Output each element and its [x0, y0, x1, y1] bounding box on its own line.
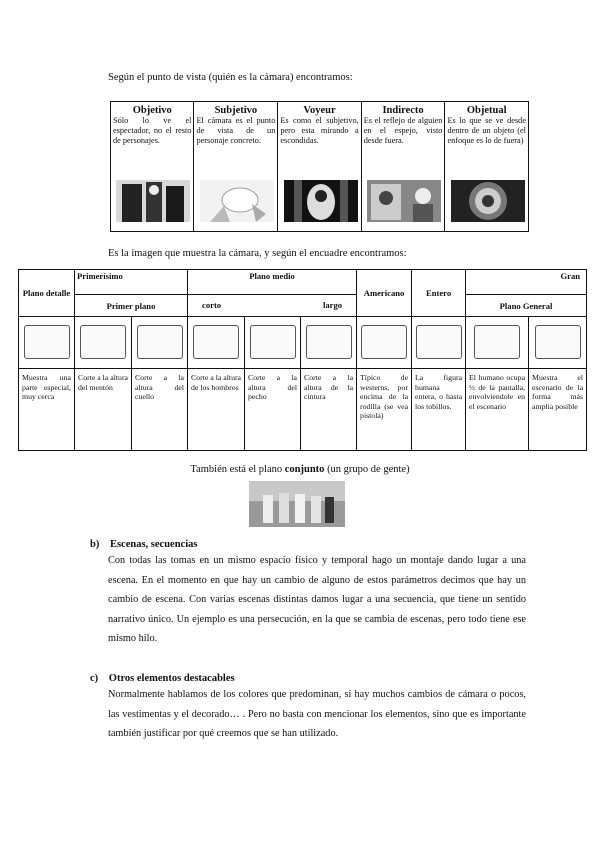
intro-pov: Según el punto de vista (quién es la cámara) encontramos:: [108, 72, 353, 83]
conjunto-before: También está el plano: [190, 464, 285, 475]
subjetivo-photo: [200, 180, 274, 222]
shots-table: [18, 269, 587, 451]
section-b-heading: [90, 539, 197, 550]
desc-cell: La figura humana entera, o hasta los tobillos.: [412, 369, 466, 451]
section-c-heading: [90, 673, 235, 684]
desc-cell: El humano ocupa ⅓ de la pantalla, envolviendole en el escenario: [466, 369, 529, 451]
desc-cell: Corte a la altura de los hombros: [188, 369, 245, 451]
shoulders-sketch-icon: [193, 325, 239, 359]
conjunto-photo: [249, 481, 345, 527]
header-plano-general: Plano General: [466, 295, 587, 317]
face-closeup-sketch-icon: [80, 325, 126, 359]
indirecto-photo: [367, 180, 441, 222]
tiny-figure-sketch-icon: [535, 325, 581, 359]
desc-cell: Corte a la altura del pecho: [245, 369, 301, 451]
section-b-marker: b): [90, 539, 100, 550]
pov-desc: Sólo lo ve el espectador, no el resto de personajes.: [113, 116, 192, 146]
desc-cell: Corte a la altura del mentón: [75, 369, 132, 451]
header-gran: Gran: [466, 270, 587, 295]
section-c-title: Otros elementos destacables: [108, 673, 235, 684]
pov-desc: Es lo que se ve desde dentro de un objeto (el enfoque es lo de fuera): [447, 116, 526, 146]
hand-sketch-icon: [24, 325, 70, 359]
pov-title: Subjetivo: [214, 105, 258, 116]
header-largo: largo: [322, 300, 343, 310]
voyeur-photo: [284, 180, 358, 222]
header-primer-plano: Primer plano: [75, 295, 188, 317]
sketch-primerisimo: [75, 317, 132, 369]
sketch-detalle: [19, 317, 75, 369]
section-b-title: Escenas, secuencias: [109, 539, 198, 550]
intro-encuadre: Es la imagen que muestra la cámara, y según el encuadre encontramos:: [108, 248, 407, 259]
conjunto-after: (un grupo de gente): [324, 464, 410, 475]
full-body-sketch-icon: [416, 325, 462, 359]
pov-desc: Es como el subjetivo, pero esta mirando a escondidas.: [280, 116, 359, 146]
section-c-text: Normalmente hablamos de los colores que predominan, si hay muchos cambios de cámara o pocos, las vestimentas y el decorado… . Pero no basta con mencionar los elementos, sino que es importante también justificar por qué creemos que se han utilizado.: [108, 689, 526, 739]
section-c-marker: c): [90, 673, 99, 684]
head-sketch-icon: [137, 325, 183, 359]
sketch-medio-largo: [301, 317, 357, 369]
objetivo-photo: [116, 180, 190, 222]
header-primerisimo: Primerísimo: [75, 270, 188, 295]
header-entero: Entero: [412, 270, 466, 317]
sketch-general: [466, 317, 529, 369]
conjunto-caption: [0, 464, 600, 475]
objetual-photo: [451, 180, 525, 222]
header-corto: corto: [202, 300, 222, 310]
header-americano: Americano: [357, 270, 412, 317]
header-plano-detalle: Plano detalle: [19, 270, 75, 317]
desc-cell: Muestra el escenario de la forma más amplia posible: [529, 369, 587, 451]
sketch-entero: [412, 317, 466, 369]
pov-title: Objetivo: [132, 105, 172, 116]
sketch-medio: [245, 317, 301, 369]
pov-title: Objetual: [466, 105, 507, 116]
waist-sketch-icon: [306, 325, 352, 359]
sketch-primer-plano: [132, 317, 188, 369]
section-b-text: Con todas las tomas en un mismo espacio físico y temporal hago un montaje dando lugar a una escena. En el momento en que hay un cambio de alguno de estos parámetros decimos que hay un cambio de escena. Con varias escenas distintas damos lugar a una secuencia, que tiene un sentido narrativo único. Un ejemplo es una persecución, en la que se cambia de escenas, pero todo tiene ese mismo hilo.: [108, 555, 526, 644]
desc-cell: Típico de westerns, por encima de la rodilla (se vea pistola): [357, 369, 412, 451]
pov-title: Indirecto: [382, 105, 424, 116]
desc-cell: Muestra una parte especial, muy cerca: [19, 369, 75, 451]
pov-title: Voyeur: [303, 105, 336, 116]
header-medio-sub: [188, 295, 357, 317]
conjunto-bold: conjunto: [284, 464, 325, 475]
sketch-americano: [357, 317, 412, 369]
knee-sketch-icon: [361, 325, 407, 359]
small-figure-sketch-icon: [474, 325, 520, 359]
desc-cell: Corte a la altura de la cintura: [301, 369, 357, 451]
pov-desc: El cámara es el punto de vista de un personaje concreto.: [196, 116, 276, 146]
header-plano-medio: Plano medio: [188, 270, 357, 295]
sketch-gran-general: [529, 317, 587, 369]
sketch-medio-corto: [188, 317, 245, 369]
pov-desc: Es el reflejo de alguien en el espejo, visto desde fuera.: [363, 116, 443, 146]
chest-sketch-icon: [250, 325, 296, 359]
desc-cell: Corte a la altura del cuello: [132, 369, 188, 451]
